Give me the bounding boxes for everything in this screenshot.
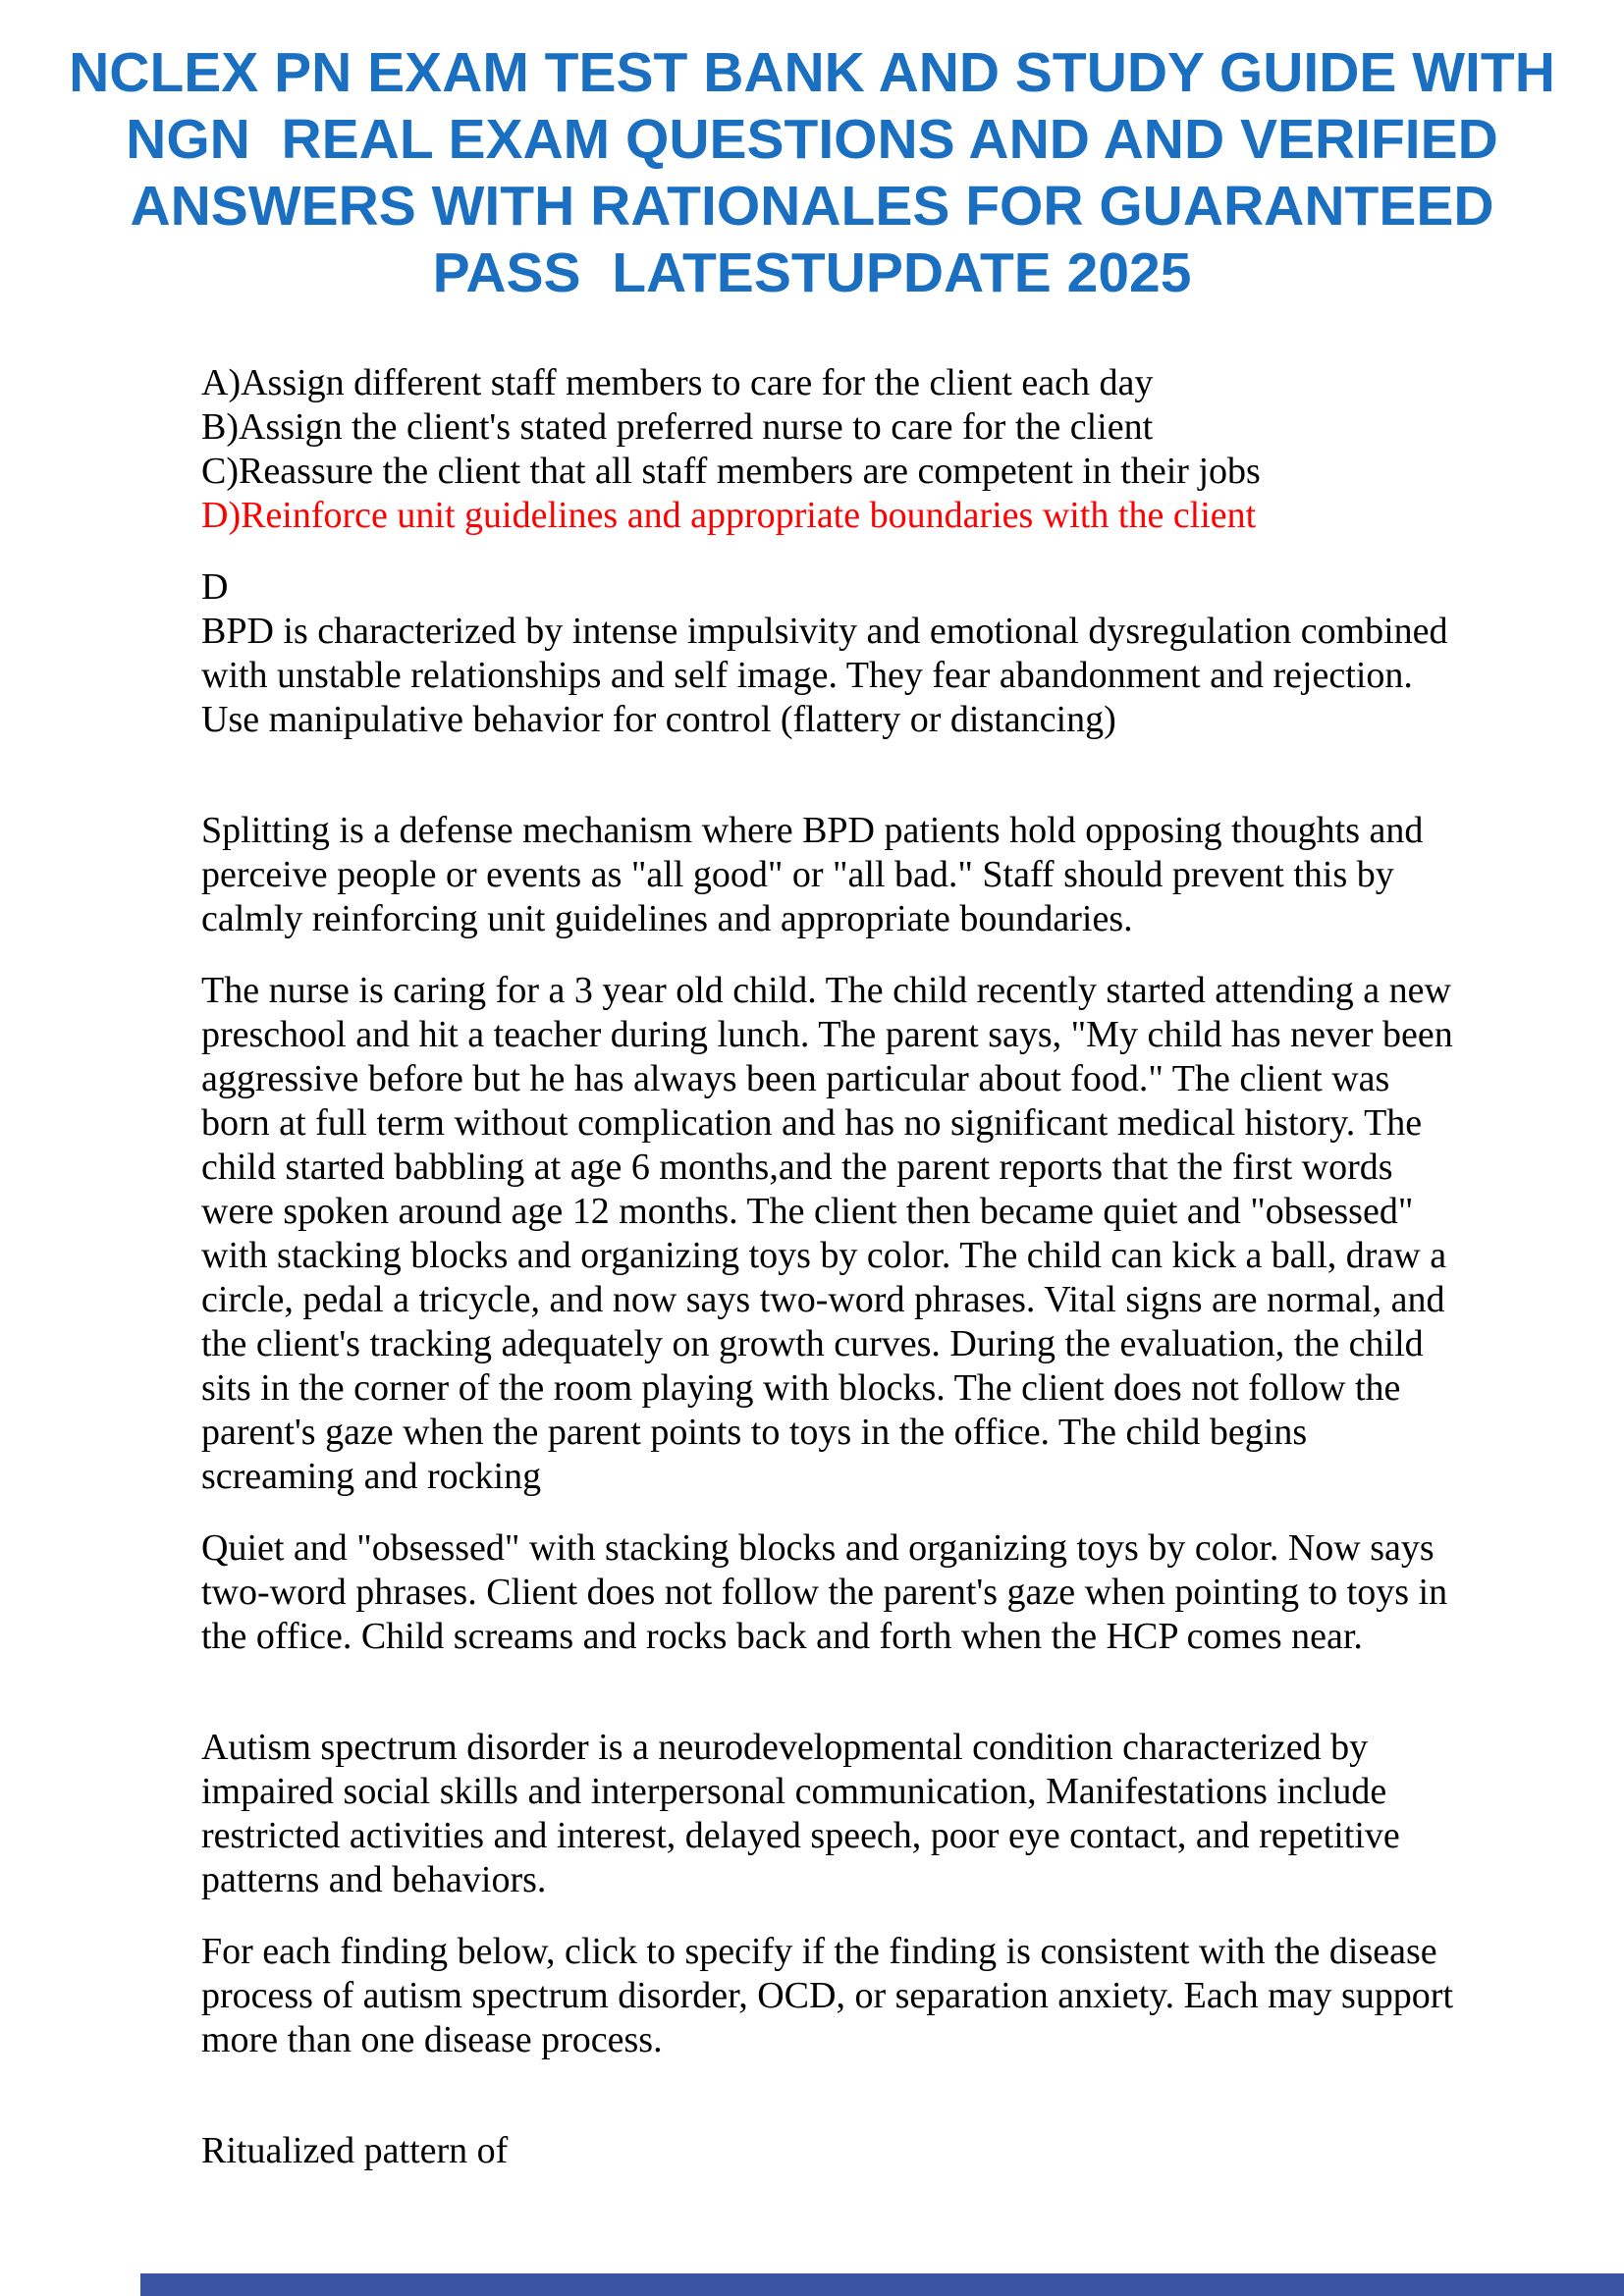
- answer-option-b: B)Assign the client's stated preferred nurse to care for the client: [201, 406, 1154, 448]
- answer-option-d-correct: D)Reinforce unit guidelines and appropriate boundaries with the client: [201, 495, 1257, 536]
- rationale-splitting-paragraph: Splitting is a defense mechanism where BPD patients hold opposing thoughts and perceive people or events as "all good" or "all bad." Staff should prevent this by calmly reinforcing unit guidelines and appropriate boundaries.: [201, 810, 1433, 939]
- answer-options: [201, 361, 1462, 538]
- finding-item-partial: Ritualized pattern of: [201, 2130, 509, 2171]
- key-findings-paragraph: Quiet and "obsessed" with stacking blocks and organizing toys by color. Now says two-word phrases. Client does not follow the parent's gaze when pointing to toys in the office. Child screams and rocks back and forth when the HCP comes near.: [201, 1527, 1457, 1657]
- answer-option-a: A)Assign different staff members to care for the client each day: [201, 362, 1154, 403]
- footer-bar: [140, 2273, 1624, 2296]
- rationale-bpd-paragraph: BPD is characterized by intense impulsivity and emotional dysregulation combined with unstable relationships and self image. They fear abandonment and rejection. Use manipulative behavior for control (flattery or distancing): [201, 611, 1458, 740]
- answer-option-c: C)Reassure the client that all staff members are competent in their jobs: [201, 451, 1261, 492]
- document-title: [0, 0, 1624, 306]
- correct-answer-letter: D: [201, 566, 229, 608]
- matrix-instructions-paragraph: For each finding below, click to specify if the finding is consistent with the disease process of autism spectrum disorder, OCD, or separation anxiety. Each may support more than one disease process.: [201, 1931, 1463, 2060]
- document-body: [0, 361, 1624, 2173]
- autism-rationale-paragraph: Autism spectrum disorder is a neurodevelopmental condition characterized by impaired social skills and interpersonal communication, Manifestations include restricted activities and interest, delayed speech, poor eye contact, and repetitive patterns and behaviors.: [201, 1727, 1410, 1900]
- title-line-2: NGN REAL EXAM QUESTIONS AND AND VERIFIED: [126, 108, 1498, 171]
- case-study-scenario-paragraph: The nurse is caring for a 3 year old child. The child recently started attending a new preschool and hit a teacher during lunch. The parent says, "My child has never been aggressive before but he has always been particular about food." The client was born at full term without complication and has no significant medical history. The child started babbling at age 6 months,and the parent reports that the first words were spoken around age 12 months. The client then became quiet and "obsessed" with stacking blocks and organizing toys by color. The child can kick a ball, draw a circle, pedal a tricycle, and now says two-word phrases. Vital signs are normal, and the client's tracking adequately on growth curves. During the evaluation, the child sits in the corner of the room playing with blocks. The client does not follow the parent's gaze when the parent points to toys in the office. The child begins screaming and rocking: [201, 970, 1463, 1497]
- title-line-1: NCLEX PN EXAM TEST BANK AND STUDY GUIDE WITH: [69, 41, 1555, 104]
- title-line-3: ANSWERS WITH RATIONALES FOR GUARANTEED: [130, 175, 1494, 238]
- title-line-4: PASS LATESTUPDATE 2025: [432, 241, 1192, 304]
